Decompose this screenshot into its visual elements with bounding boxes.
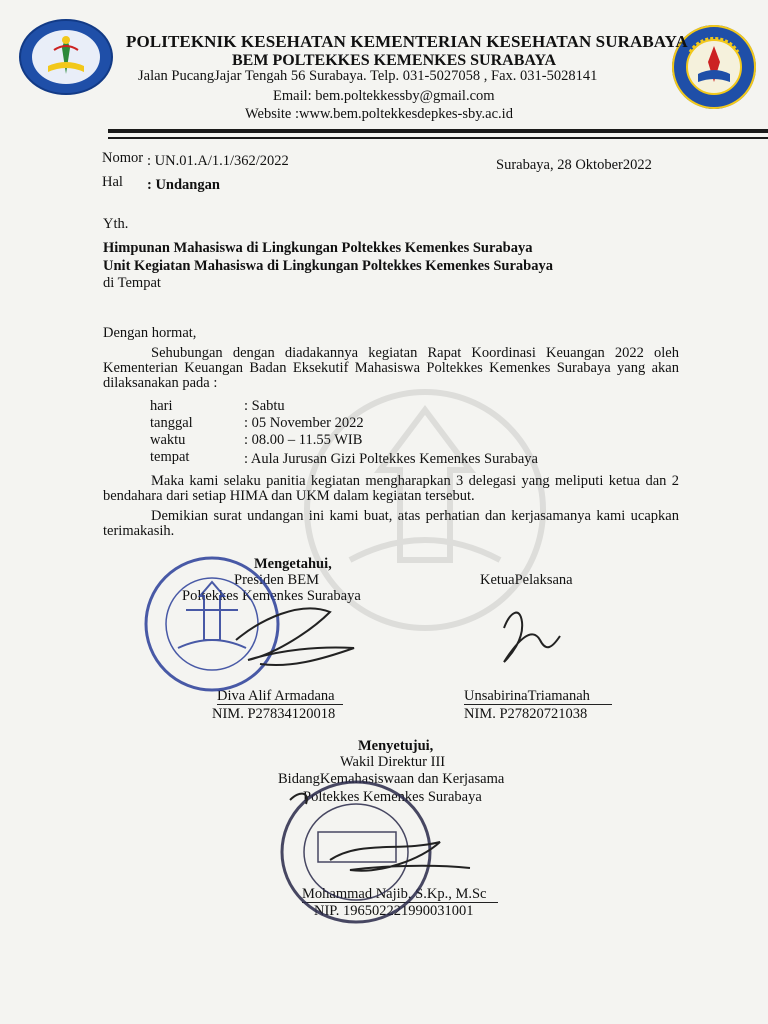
- director-name: Mohammad Najib, S.Kp., M.Sc: [302, 886, 487, 902]
- ministry-stamp: [282, 782, 430, 922]
- email-line: Email: bem.poltekkessby@gmail.com: [273, 88, 495, 104]
- chair-signature: [504, 613, 560, 662]
- president-name: Diva Alif Armadana: [217, 688, 335, 704]
- president-signature: [236, 608, 354, 665]
- detail-value-tempat: : Aula Jurusan Gizi Poltekkes Kemenkes Surabaya: [244, 451, 538, 467]
- place-date: Surabaya, 28 Oktober2022: [496, 157, 652, 173]
- director-org: Poltekkes Kemenkes Surabaya: [303, 789, 482, 805]
- president-title: Presiden BEM: [234, 572, 319, 588]
- closing-paragraph: Demikian surat undangan ini kami buat, atas perhatian dan kerjasamanya kami ucapkan terimakasih.: [103, 508, 679, 539]
- director-title: Wakil Direktur III: [340, 754, 446, 770]
- institution-name: POLITEKNIK KESEHATAN KEMENTERIAN KESEHATAN SURABAYA: [126, 32, 688, 51]
- detail-label-waktu: waktu: [150, 432, 186, 448]
- nomor-label: Nomor: [102, 150, 144, 166]
- greeting: Dengan hormat,: [103, 325, 197, 341]
- president-org: Poltekkes Kemenkes Surabaya: [182, 588, 361, 604]
- address-line: Jalan PucangJajar Tengah 56 Surabaya. Telp. 031-5027058 , Fax. 031-5028141: [138, 68, 598, 84]
- detail-label-hari: hari: [150, 398, 173, 414]
- menyetujui-label: Menyetujui,: [358, 738, 434, 754]
- intro-paragraph: Sehubungan dengan diadakannya kegiatan Rapat Koordinasi Keuangan 2022 oleh Kementerian Keuangan Badan Eksekutif Mahasiswa Poltekkes Kemenkes Surabaya yang akan dilaksanakan pada :: [103, 345, 679, 391]
- detail-label-tempat: tempat: [150, 449, 190, 465]
- director-dept: BidangKemahasiswaan dan Kerjasama: [278, 771, 505, 787]
- detail-value-waktu: : 08.00 – 11.55 WIB: [244, 432, 363, 448]
- chair-name: UnsabirinaTriamanah: [464, 688, 590, 704]
- chair-title: KetuaPelaksana: [480, 572, 573, 588]
- request-paragraph: Maka kami selaku panitia kegiatan mengharapkan 3 delegasi yang meliputi ketua dan 2 bendahara dari setiap HIMA dan UKM dalam kegiatan tersebut.: [103, 473, 679, 504]
- detail-value-tanggal: : 05 November 2022: [244, 415, 364, 431]
- salutation: Yth.: [103, 216, 129, 232]
- detail-label-tanggal: tanggal: [150, 415, 193, 431]
- recipient-line-2: Unit Kegiatan Mahasiswa di Lingkungan Poltekkes Kemenkes Surabaya: [103, 258, 553, 274]
- director-nip: NIP. 196502221990031001: [314, 903, 474, 919]
- website-line: Website :www.bem.poltekkesdepkes-sby.ac.id: [245, 106, 513, 122]
- nomor-value: : UN.01.A/1.1/362/2022: [147, 153, 289, 169]
- bem-watermark: [307, 392, 543, 628]
- president-nim: NIM. P27834120018: [212, 706, 336, 722]
- hal-value: : Undangan: [147, 177, 220, 193]
- hal-label: Hal: [102, 174, 123, 190]
- mengetahui-label: Mengetahui,: [254, 556, 332, 572]
- detail-value-hari: : Sabtu: [244, 398, 285, 414]
- chair-nim: NIM. P27820721038: [464, 706, 588, 722]
- recipient-line-1: Himpunan Mahasiswa di Lingkungan Poltekkes Kemenkes Surabaya: [103, 240, 533, 256]
- recipient-line-3: di Tempat: [103, 275, 161, 291]
- organization-name: BEM POLTEKKES KEMENKES SURABAYA: [232, 52, 557, 69]
